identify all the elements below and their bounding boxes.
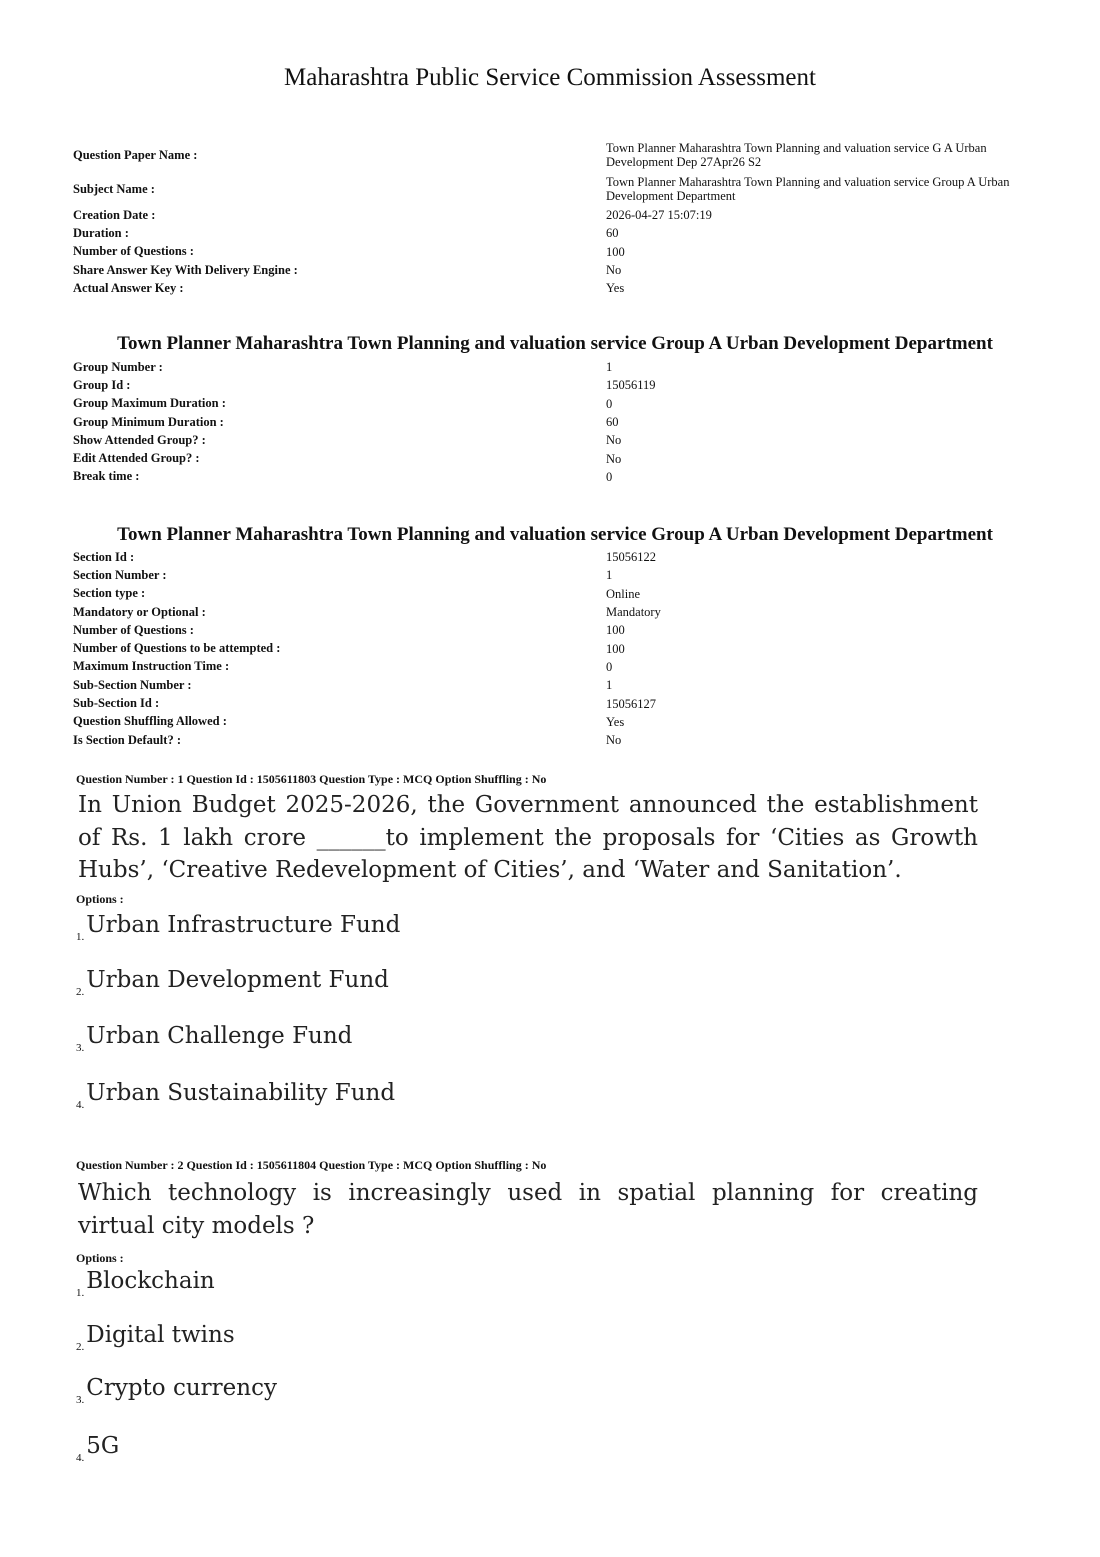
option-text: Urban Challenge Fund <box>86 1023 353 1049</box>
meta-row <box>73 279 1053 297</box>
meta-value: No <box>606 263 622 278</box>
section-row <box>73 585 1053 603</box>
group-row <box>73 413 1053 431</box>
meta-value: Town Planner Maharashtra Town Planning and valuation service G A Urban Development Dep 27Apr26 S2 <box>606 141 987 169</box>
section-value: Mandatory <box>606 605 661 620</box>
group-label: Break time : <box>73 469 140 484</box>
meta-row <box>73 206 1053 224</box>
meta-label: Duration : <box>73 225 129 240</box>
option-number: 4. <box>76 1099 85 1111</box>
option-number: 3. <box>76 1394 85 1406</box>
section-label: Number of Questions to be attempted : <box>73 641 281 656</box>
section-label: Number of Questions : <box>73 622 194 637</box>
section-value: 15056122 <box>606 550 656 565</box>
group-row <box>73 395 1053 413</box>
question-2-options-label: Options : <box>76 1251 124 1265</box>
option-text: Digital twins <box>86 1322 235 1348</box>
section-value: No <box>606 733 622 748</box>
section-value: 0 <box>606 659 613 674</box>
group-value: 15056119 <box>606 378 656 393</box>
meta-value: 2026-04-27 15:07:19 <box>606 208 712 223</box>
group-label: Group Number : <box>73 359 163 374</box>
option-text: Urban Development Fund <box>86 967 389 993</box>
meta-row <box>73 243 1053 261</box>
group-value: 0 <box>606 396 613 411</box>
group-heading: Town Planner Maharashtra Town Planning and valuation service Group A Urban Development Department <box>117 333 993 354</box>
meta-value: Yes <box>606 281 625 296</box>
group-label: Group Id : <box>73 377 131 392</box>
meta-value: 100 <box>606 244 625 259</box>
group-value: 1 <box>606 360 613 375</box>
document-title: Maharashtra Public Service Commission Assessment <box>284 64 816 91</box>
group-label: Edit Attended Group? : <box>73 451 200 466</box>
section-row <box>73 548 1053 566</box>
question-2-option-4[interactable] <box>76 1433 119 1464</box>
section-label: Section type : <box>73 586 146 601</box>
option-number: 1. <box>76 931 85 943</box>
option-number: 1. <box>76 1287 85 1299</box>
section-row <box>73 566 1053 584</box>
section-row <box>73 731 1053 749</box>
group-info-table <box>73 358 1053 486</box>
group-row <box>73 358 1053 376</box>
section-label: Maximum Instruction Time : <box>73 659 230 674</box>
section-label: Section Id : <box>73 549 135 564</box>
section-label: Sub-Section Number : <box>73 677 192 692</box>
meta-row <box>73 138 1053 172</box>
group-value: 60 <box>606 415 619 430</box>
meta-label: Number of Questions : <box>73 244 194 259</box>
question-1-option-1[interactable] <box>76 912 400 943</box>
meta-value: 60 <box>606 226 619 241</box>
option-number: 3. <box>76 1042 85 1054</box>
meta-row <box>73 224 1053 242</box>
option-text: Blockchain <box>86 1268 215 1294</box>
section-label: Is Section Default? : <box>73 732 181 747</box>
meta-row <box>73 261 1053 279</box>
option-number: 2. <box>76 1341 85 1353</box>
meta-row <box>73 172 1053 206</box>
question-2-option-2[interactable] <box>76 1322 235 1353</box>
meta-label: Share Answer Key With Delivery Engine : <box>73 262 298 277</box>
section-value: Online <box>606 586 641 601</box>
meta-label: Subject Name : <box>73 181 155 196</box>
option-text: Urban Sustainability Fund <box>86 1080 396 1106</box>
group-value: No <box>606 433 622 448</box>
question-1-option-2[interactable] <box>76 967 389 998</box>
section-row <box>73 676 1053 694</box>
option-text: 5G <box>86 1433 120 1459</box>
section-row <box>73 639 1053 657</box>
group-label: Show Attended Group? : <box>73 432 206 447</box>
section-heading: Town Planner Maharashtra Town Planning and valuation service Group A Urban Development Department <box>117 524 993 545</box>
section-value: Yes <box>606 714 625 729</box>
option-text: Crypto currency <box>86 1375 277 1401</box>
section-label: Question Shuffling Allowed : <box>73 714 227 729</box>
section-info-table <box>73 548 1053 749</box>
question-1-option-4[interactable] <box>76 1080 395 1111</box>
section-row <box>73 713 1053 731</box>
question-1-text: In Union Budget 2025-2026, the Government announced the establishment of Rs. 1 lakh crore ______to implement the proposals for ‘Cities as Growth Hubs’, ‘Creative Redevelopment of Cities’, and ‘Water and Sanitation’. <box>78 792 978 883</box>
section-label: Mandatory or Optional : <box>73 604 206 619</box>
option-text: Urban Infrastructure Fund <box>86 912 401 938</box>
meta-label: Creation Date : <box>73 207 156 222</box>
meta-label: Question Paper Name : <box>73 147 198 162</box>
group-row <box>73 468 1053 486</box>
section-label: Sub-Section Id : <box>73 696 160 711</box>
paper-meta-table <box>73 138 1053 297</box>
question-2-option-1[interactable] <box>76 1268 215 1299</box>
group-row <box>73 376 1053 394</box>
section-row <box>73 694 1053 712</box>
group-value: 0 <box>606 469 613 484</box>
section-label: Section Number : <box>73 567 167 582</box>
group-label: Group Minimum Duration : <box>73 414 224 429</box>
meta-value: Town Planner Maharashtra Town Planning and valuation service Group A Urban Development Department <box>606 175 1010 203</box>
question-2-meta: Question Number : 2 Question Id : 1505611804 Question Type : MCQ Option Shuffling : No <box>76 1158 547 1172</box>
question-2-option-3[interactable] <box>76 1375 277 1406</box>
section-row <box>73 603 1053 621</box>
option-number: 4. <box>76 1452 85 1464</box>
meta-label: Actual Answer Key : <box>73 280 184 295</box>
option-number: 2. <box>76 986 85 998</box>
question-1-option-3[interactable] <box>76 1023 352 1054</box>
section-row <box>73 621 1053 639</box>
section-value: 1 <box>606 568 613 583</box>
group-value: No <box>606 451 622 466</box>
section-value: 1 <box>606 678 613 693</box>
section-row <box>73 658 1053 676</box>
question-1-options-label: Options : <box>76 892 124 906</box>
section-value: 15056127 <box>606 696 656 711</box>
section-value: 100 <box>606 623 625 638</box>
section-value: 100 <box>606 641 625 656</box>
question-1-meta: Question Number : 1 Question Id : 1505611803 Question Type : MCQ Option Shuffling : No <box>76 772 547 786</box>
group-row <box>73 431 1053 449</box>
group-row <box>73 449 1053 467</box>
group-label: Group Maximum Duration : <box>73 396 226 411</box>
question-2-text: Which technology is increasingly used in spatial planning for creating virtual city models ? <box>78 1180 978 1239</box>
